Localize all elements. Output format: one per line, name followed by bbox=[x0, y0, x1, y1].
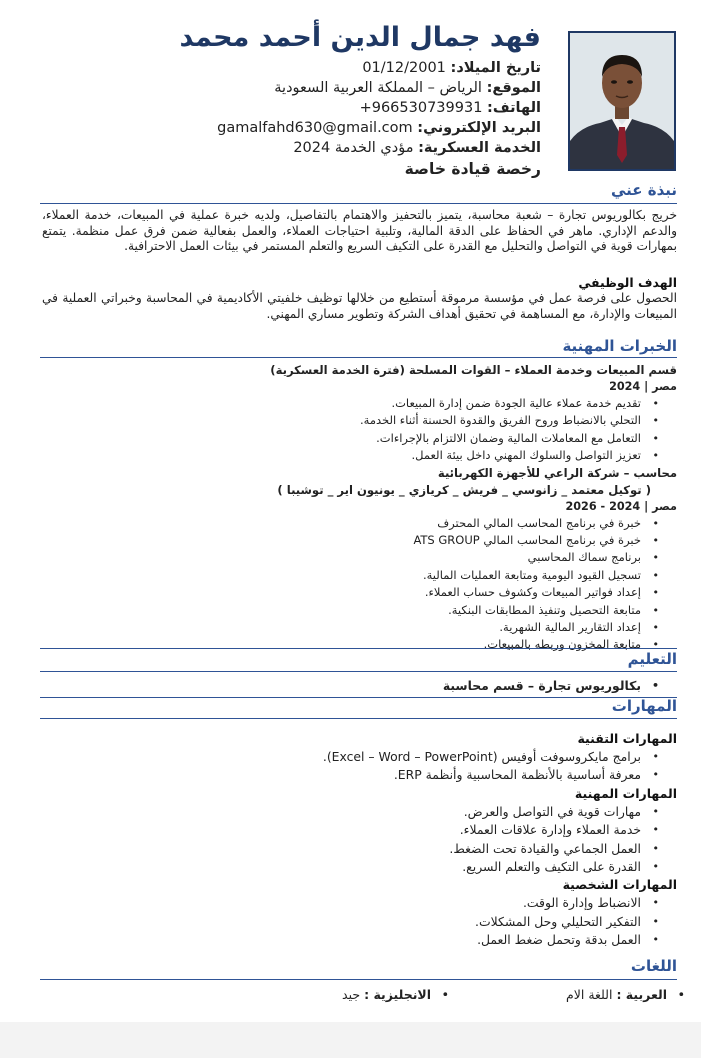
list-item: • إعداد فواتير المبيعات وكشوف حساب العملاء. bbox=[37, 584, 641, 601]
list-item: • العمل بدقة وتحمل ضغط العمل. bbox=[37, 931, 641, 949]
languages-divider bbox=[40, 979, 677, 980]
email: البريد الإلكتروني: gamalfahd630@gmail.com bbox=[217, 120, 541, 136]
skills-list bbox=[37, 730, 677, 950]
skills-top-divider bbox=[40, 697, 677, 698]
military-service: الخدمة العسكرية: مؤدي الخدمة 2024 bbox=[293, 140, 541, 156]
about-divider bbox=[40, 203, 677, 204]
education-divider bbox=[40, 671, 677, 672]
language-english: • الانجليزية : • جيد bbox=[342, 986, 431, 1004]
skills-divider bbox=[40, 718, 677, 719]
technical-skills-title: المهارات التقنية bbox=[577, 731, 677, 746]
list-item: • برنامج سماك المحاسبي bbox=[37, 549, 641, 566]
list-item: • مهارات قوية في التواصل والعرض. bbox=[37, 803, 641, 821]
list-item: • خبرة في برنامج المحاسب المالي المحترف bbox=[37, 515, 641, 532]
list-item: • تعزيز التواصل والسلوك المهني داخل بيئة العمل. bbox=[37, 447, 641, 464]
personal-skills-title: المهارات الشخصية bbox=[562, 877, 677, 893]
list-item: • التحلي بالانضباط وروح الفريق والقدوة الحسنة أثناء الخدمة. bbox=[37, 412, 641, 429]
about-text: خريج بكالوريوس تجارة – شعبة محاسبة، يتميز بالتحفيز والاهتمام بالتفاصيل، ولديه خبرة عملية في المبيعات، خدمة العملاء، والدعم الإداري. ماهر في الحفاظ على الدقة المالية، وتلبية احتياجات العملاء، والعمل بفعالية ضمن فرق عمل منظمة. يتمتع بمهارات قوية في التواصل والتحليل مع القدرة على التكيف السريع والتعلم المستمر في بيئات العمل الاحترافية. bbox=[42, 208, 677, 254]
languages-title: اللغات bbox=[630, 957, 677, 975]
list-item: • تسجيل القيود اليومية ومتابعة العمليات المالية. bbox=[37, 567, 641, 584]
experience-list bbox=[37, 362, 677, 654]
professional-skills-title: المهارات المهنية bbox=[574, 785, 677, 801]
objective-text: الحصول على فرصة عمل في مؤسسة مرموقة أستطيع من خلالها توظيف خلفيتي الأكاديمية في المحاسبة وخبراتي العملية في المبيعات والإدارة، مع المساهمة في تحقيق أهداف الشركة وتطوير مساري المهني. bbox=[42, 291, 677, 321]
education-title: التعليم bbox=[627, 650, 677, 668]
list-item: • إعداد التقارير المالية الشهرية. bbox=[37, 619, 641, 636]
job2-meta: مصر | 2024 - 2026 bbox=[565, 499, 677, 513]
list-item: • خبرة في برنامج المحاسب المالي ATS GROUP bbox=[37, 532, 641, 549]
education-item: • بكالوريوس تجارة – قسم محاسبة bbox=[37, 677, 641, 695]
profile-photo bbox=[568, 31, 676, 171]
job2-title: محاسب – شركة الراعي للأجهزة الكهربائية bbox=[437, 465, 677, 480]
objective-section bbox=[42, 275, 677, 322]
education-top-divider bbox=[40, 648, 677, 649]
education-list bbox=[37, 677, 677, 695]
list-item: • برامج مايكروسوفت أوفيس (Excel – Word – PowerPoint). bbox=[37, 748, 641, 766]
location: الموقع: الرياض – المملكة العربية السعودية bbox=[274, 80, 541, 96]
list-item: • متابعة المخزون وربطه بالمبيعات. bbox=[37, 636, 641, 653]
job2-bullets bbox=[37, 515, 677, 654]
list-item: • معرفة أساسية بالأنظمة المحاسبية وأنظمة ERP. bbox=[37, 766, 641, 784]
portrait-image bbox=[570, 33, 674, 169]
job1-meta: مصر | 2024 bbox=[609, 380, 677, 393]
list-item: • العمل الجماعي والقيادة تحت الضغط. bbox=[37, 840, 641, 858]
objective-title: الهدف الوظيفي bbox=[578, 275, 677, 290]
phone: الهاتف: +966530739931 bbox=[359, 100, 541, 116]
list-item: • خدمة العملاء وإدارة علاقات العملاء. bbox=[37, 821, 641, 839]
driving-license: رخصة قيادة خاصة bbox=[404, 160, 541, 178]
list-item: • الانضباط وإدارة الوقت. bbox=[37, 894, 641, 912]
full-name: فهد جمال الدين أحمد محمد bbox=[179, 22, 541, 53]
list-item: • متابعة التحصيل وتنفيذ المطابقات البنكية. bbox=[37, 602, 641, 619]
experience-title: الخبرات المهنية bbox=[562, 337, 677, 355]
list-item: • التفكير التحليلي وحل المشكلات. bbox=[37, 913, 641, 931]
job2-subtitle: ( توكيل معتمد _ زانوسي _ فريش _ كريازي _ يونيون اير _ توشيبا ) bbox=[277, 482, 651, 497]
job1-bullets bbox=[37, 395, 677, 465]
experience-divider bbox=[40, 357, 677, 358]
list-item: • التعامل مع المعاملات المالية وضمان الالتزام بالإجراءات. bbox=[37, 430, 641, 447]
about-title: نبذة عني bbox=[610, 181, 677, 199]
skills-title: المهارات bbox=[611, 697, 677, 715]
header bbox=[21, 22, 541, 180]
list-item: • القدرة على التكيف والتعلم السريع. bbox=[37, 858, 641, 876]
job1-title: قسم المبيعات وخدمة العملاء – القوات المسلحة (فترة الخدمة العسكرية) bbox=[270, 363, 677, 377]
language-arabic: • العربية : • اللغة الام bbox=[566, 986, 667, 1004]
birth-date: تاريخ الميلاد: 01/12/2001 bbox=[362, 60, 541, 76]
list-item: • تقديم خدمة عملاء عالية الجودة ضمن إدارة المبيعات. bbox=[37, 395, 641, 412]
